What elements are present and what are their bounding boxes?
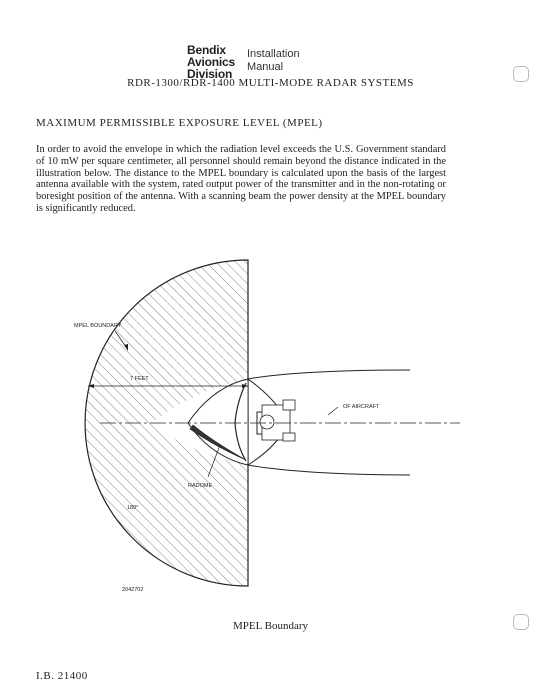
label-angle: 180°	[127, 505, 139, 511]
system-title: RDR-1300/RDR-1400 MULTI-MODE RADAR SYSTEMS	[127, 77, 414, 89]
label-centerline: OF AIRCRAFT	[343, 404, 380, 410]
manual-line-1: Installation	[247, 48, 300, 60]
label-seven-feet: 7 FEET	[130, 376, 149, 382]
brand-line-3: Division	[187, 67, 233, 81]
label-radome: RADOME	[188, 483, 213, 489]
mpel-figure	[60, 255, 480, 600]
manual-label	[247, 48, 300, 74]
section-title: MAXIMUM PERMISSIBLE EXPOSURE LEVEL (MPEL)	[36, 117, 323, 129]
section-paragraph: In order to avoid the envelope in which the radiation level exceeds the U.S. Government standard of 10 mW per square centimeter, all personnel should remain beyond the distance indicated in the illustration below. The distance to the MPEL boundary is calculated upon the basis of the largest antenna available with the system, rated output power of the transmitter and in the non-rotating or boresight position of the antenna. With a scanning beam the power density at the MPEL boundary is significantly reduced.	[36, 144, 446, 214]
centerline-leader	[328, 407, 338, 415]
document-id: I.B. 21400	[36, 670, 88, 682]
label-mpel-boundary: MPEL BOUNDARY	[74, 323, 122, 329]
binder-hole-top	[513, 66, 529, 82]
brand-line-2: Avionics	[187, 55, 235, 69]
brand-logo	[187, 44, 235, 80]
brand-line-1: Bendix	[187, 43, 226, 57]
figure-caption: MPEL Boundary	[232, 620, 309, 632]
binder-hole-bottom	[513, 614, 529, 630]
manual-line-2: Manual	[247, 61, 284, 73]
mpel-diagram	[60, 255, 480, 600]
label-figure-number: 2042702	[122, 587, 144, 593]
